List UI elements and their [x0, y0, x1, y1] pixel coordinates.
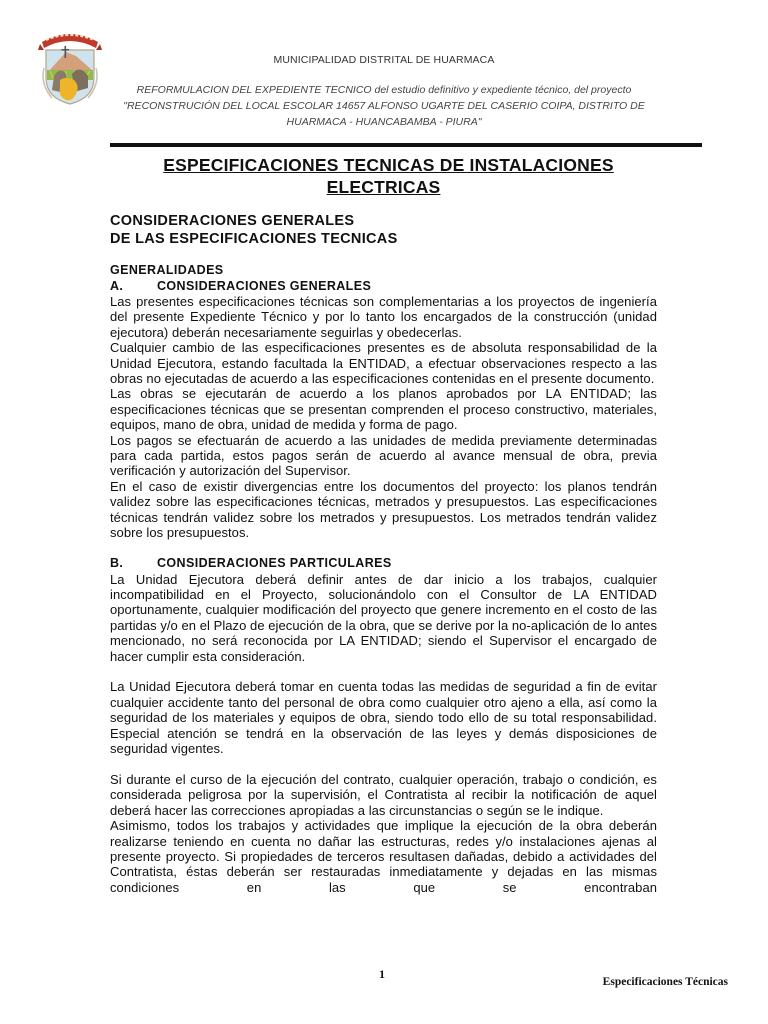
- paragraph: Cualquier cambio de las especificaciones presentes es de absoluta responsabilidad de la Unidad Ejecutora, estando facultada la ENTIDAD, a efectuar observaciones respecto a las obras no ejecutadas de acuerdo a las especificaciones contenidas en el presente documento.: [110, 340, 657, 387]
- page-number: 1: [379, 967, 385, 981]
- subheading-line: DE LAS ESPECIFICACIONES TECNICAS: [110, 231, 398, 247]
- section-a-heading: [110, 279, 657, 295]
- project-line: "RECONSTRUCIÓN DEL LOCAL ESCOLAR 14657 ALFONSO UGARTE DEL CASERIO COIPA, DISTRITO DE: [123, 100, 645, 112]
- footer-label: Especificaciones Técnicas: [602, 976, 728, 988]
- spacer: [110, 541, 657, 557]
- document-title: [110, 154, 657, 198]
- subheading-line: CONSIDERACIONES GENERALES: [110, 213, 355, 229]
- section-letter: A.: [110, 278, 124, 293]
- spacer: [110, 664, 657, 680]
- paragraph: En el caso de existir divergencias entre los documentos del proyecto: los planos tendrán validez sobre las especificaciones técnicas, metrados y presupuestos. Las especificaciones técnicas tendrán validez sobre los metrados y presupuestos. Los metrados tendrán validez sobre los presupuestos.: [110, 478, 657, 541]
- header-divider: [110, 143, 702, 147]
- project-line: REFORMULACION DEL EXPEDIENTE TECNICO del estudio definitivo y expediente técnico, del proyecto: [136, 84, 632, 96]
- paragraph: Las presentes especificaciones técnicas son complementarias a los proyectos de ingeniería del presente Expediente Técnico y por lo tanto los encargados de la construcción (unidad ejecutora) deberán necesariamente seguirlas y obedecerlas.: [110, 294, 657, 340]
- subheading: [110, 212, 657, 248]
- section-title: CONSIDERACIONES GENERALES: [157, 278, 372, 293]
- paragraph: Si durante el curso de la ejecución del contrato, cualquier operación, trabajo o condición, es considerada peligrosa por la supervisión, el Contratista al recibir la notificación de aquel deberá hacer las correcciones apropiadas a las circunstancias o según se le indique.: [110, 771, 657, 818]
- paragraph: Los pagos se efectuarán de acuerdo a las unidades de medida previamente determinadas para cada partida, estos pagos serán de acuerdo al avance mensual de obra, previa verificación y autorización del Supervisor.: [110, 432, 657, 479]
- organization-name: MUNICIPALIDAD DISTRITAL DE HUARMACA: [273, 54, 495, 66]
- title-line: ESPECIFICACIONES TECNICAS DE INSTALACIONES: [163, 155, 614, 175]
- municipality-logo-icon: [36, 28, 104, 106]
- spacer: [110, 756, 657, 772]
- paragraph: La Unidad Ejecutora deberá definir antes de dar inicio a los trabajos, cualquier incompatibilidad en el Proyecto, solucionándolo con el Consultor de LA ENTIDAD oportunamente, cualquier modificación del proyecto que genere incremento en el costo de las partidas y/o en el Plazo de ejecución de la obra, que se derive por la no-aplicación de lo antes mencionado, no será reconocida por LA ENTIDAD; siendo el Supervisor el encargado de hacer cumplir esta consideración.: [110, 571, 657, 664]
- generalidades-heading: GENERALIDADES: [110, 263, 224, 277]
- title-line: ELECTRICAS: [326, 177, 441, 197]
- paragraph: Las obras se ejecutarán de acuerdo a los planos aprobados por LA ENTIDAD; las especificaciones técnicas que se presentan comprenden el proceso constructivo, materiales, equipos, mano de obra, unidad de medida y forma de pago.: [110, 386, 657, 433]
- project-description: [110, 82, 658, 130]
- document-body: [110, 154, 657, 895]
- section-letter: B.: [110, 556, 124, 570]
- project-line: HUARMACA - HUANCABAMBA - PIURA": [286, 116, 482, 128]
- paragraph: La Unidad Ejecutora deberá tomar en cuenta todas las medidas de seguridad a fin de evitar cualquier accidente tanto del personal de obra como cualquier otro ajeno a ella, así como la seguridad de los materiales y equipos de obra, siendo todo ello de su total responsabilidad. Especial atención se tendrá en la observación de las leyes y demás disposiciones de seguridad vigentes.: [110, 679, 657, 757]
- section-title: CONSIDERACIONES PARTICULARES: [157, 556, 392, 570]
- section-b-heading: [110, 556, 657, 572]
- paragraph: Asimismo, todos los trabajos y actividades que implique la ejecución de la obra deberán realizarse teniendo en cuenta no dañar las estructuras, redes y/o instalaciones ajenas al presente proyecto. Si propiedades de terceros resultasen dañadas, debido a actividades del Contratista, éstas deberán ser restauradas inmediatamente y dejadas en las mismas condiciones en las que se encontraban: [110, 818, 657, 895]
